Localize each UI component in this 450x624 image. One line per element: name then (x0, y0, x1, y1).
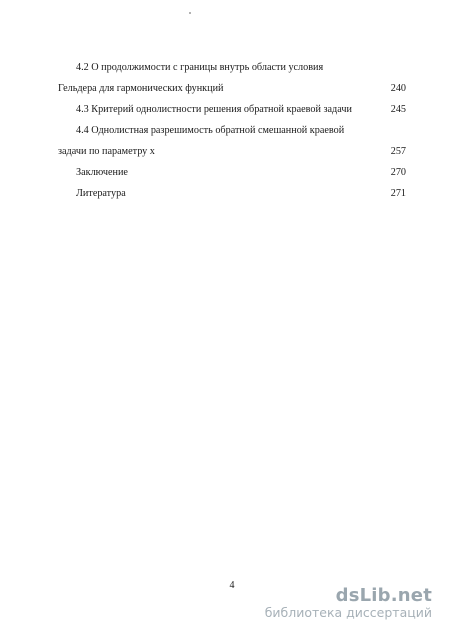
toc-entry-text: 4.4 Однолистная разрешимость обратной смешанной краевой (76, 125, 345, 136)
toc-entry-4-3 (58, 99, 406, 120)
page-number: 4 (229, 580, 235, 591)
toc-page-number: 271 (390, 188, 406, 199)
toc-entry-text: задачи по параметру x (58, 146, 155, 157)
toc-entry-4-4 (58, 120, 406, 141)
toc-entry-text: Гельдера для гармонических функций (58, 83, 224, 94)
toc-page-number: 270 (390, 167, 406, 178)
watermark (265, 586, 432, 620)
watermark-subtitle: библиотека диссертаций (264, 605, 432, 620)
toc-page-number: 257 (390, 146, 406, 157)
scan-speck (189, 12, 191, 14)
toc-entry-text: Литература (76, 188, 126, 199)
toc-entry-conclusion (58, 162, 406, 183)
toc-entry-4-2-continued (58, 78, 406, 99)
toc-entry-text: Заключение (76, 167, 128, 178)
table-of-contents (58, 57, 406, 204)
watermark-logo: dsLib.net (335, 585, 432, 606)
toc-entry-literature (58, 183, 406, 204)
toc-entry-4-4-continued (58, 141, 406, 162)
toc-page-number: 245 (390, 104, 406, 115)
toc-entry-4-2 (58, 57, 406, 78)
toc-page-number: 240 (390, 83, 406, 94)
toc-entry-text: 4.2 О продолжимости с границы внутрь области условия (76, 62, 324, 73)
toc-entry-text: 4.3 Критерий однолистности решения обратной краевой задачи (76, 104, 352, 115)
